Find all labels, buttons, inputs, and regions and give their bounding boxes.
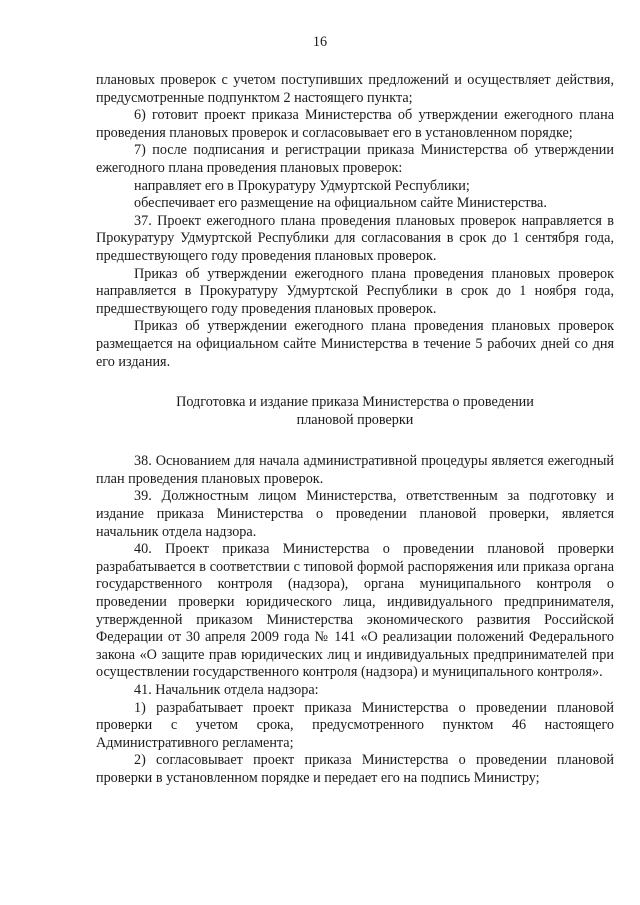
document-body [96,72,614,788]
section-heading-line: плановой проверки [296,411,414,428]
paragraph: 37. Проект ежегодного плана проведения плановых проверок направляется в Прокуратуру Удмуртской Республики для согласования в срок до 1 сентября года, предшествующего году проведения плановых проверок. [96,212,614,264]
paragraph: 6) готовит проект приказа Министерства об утверждении ежегодного плана проведения плановых проверок и согласовывает его в установленном порядке; [96,107,614,141]
paragraph: обеспечивает его размещение на официальном сайте Министерства. [134,195,547,212]
paragraph: 2) согласовывает проект приказа Министерства о проведении плановой проверки в установленном порядке и передает его на подпись Министру; [96,752,614,786]
paragraph: 40. Проект приказа Министерства о проведении плановой проверки разрабатывается в соответствии с типовой формой распоряжения или приказа органа государственного контроля (надзора), органа муниципального контроля о проведении проверки юридического лица, индивидуального предпринимателя, утвержденной приказом Министерства экономического развития Российской Федерации от 30 апреля 2009 года № 141 «О реализации положений Федерального закона «О защите прав юридических лиц и индивидуальных предпринимателей при осуществлении государственного контроля (надзора) и муниципального контроля». [96,541,614,681]
paragraph: 7) после подписания и регистрации приказа Министерства об утверждении ежегодного плана проведения плановых проверок: [96,142,614,176]
paragraph: плановых проверок с учетом поступивших предложений и осуществляет действия, предусмотренные подпунктом 2 настоящего пункта; [96,72,614,106]
paragraph: Приказ об утверждении ежегодного плана проведения плановых проверок направляется в Прокуратуру Удмуртской Республики в срок до 1 ноября года, предшествующего году проведения плановых проверок. [96,265,614,317]
paragraph: направляет его в Прокуратуру Удмуртской Республики; [134,177,470,194]
paragraph: 38. Основанием для начала административной процедуры является ежегодный план проведения плановых проверок. [96,453,614,487]
section-heading-line: Подготовка и издание приказа Министерства о проведении [176,394,534,411]
paragraph: Приказ об утверждении ежегодного плана проведения плановых проверок размещается на официальном сайте Министерства в течение 5 рабочих дней со дня его издания. [96,318,614,370]
section-heading [96,394,614,429]
paragraph: 39. Должностным лицом Министерства, ответственным за подготовку и издание приказа Министерства о проведении плановой проверки, является начальник отдела надзора. [96,488,614,540]
paragraph: 1) разрабатывает проект приказа Министерства о проведении плановой проверки с учетом срока, предусмотренного пунктом 46 настоящего Административного регламента; [96,699,614,751]
page-number: 16 [312,34,328,50]
paragraph: 41. Начальник отдела надзора: [134,682,319,698]
